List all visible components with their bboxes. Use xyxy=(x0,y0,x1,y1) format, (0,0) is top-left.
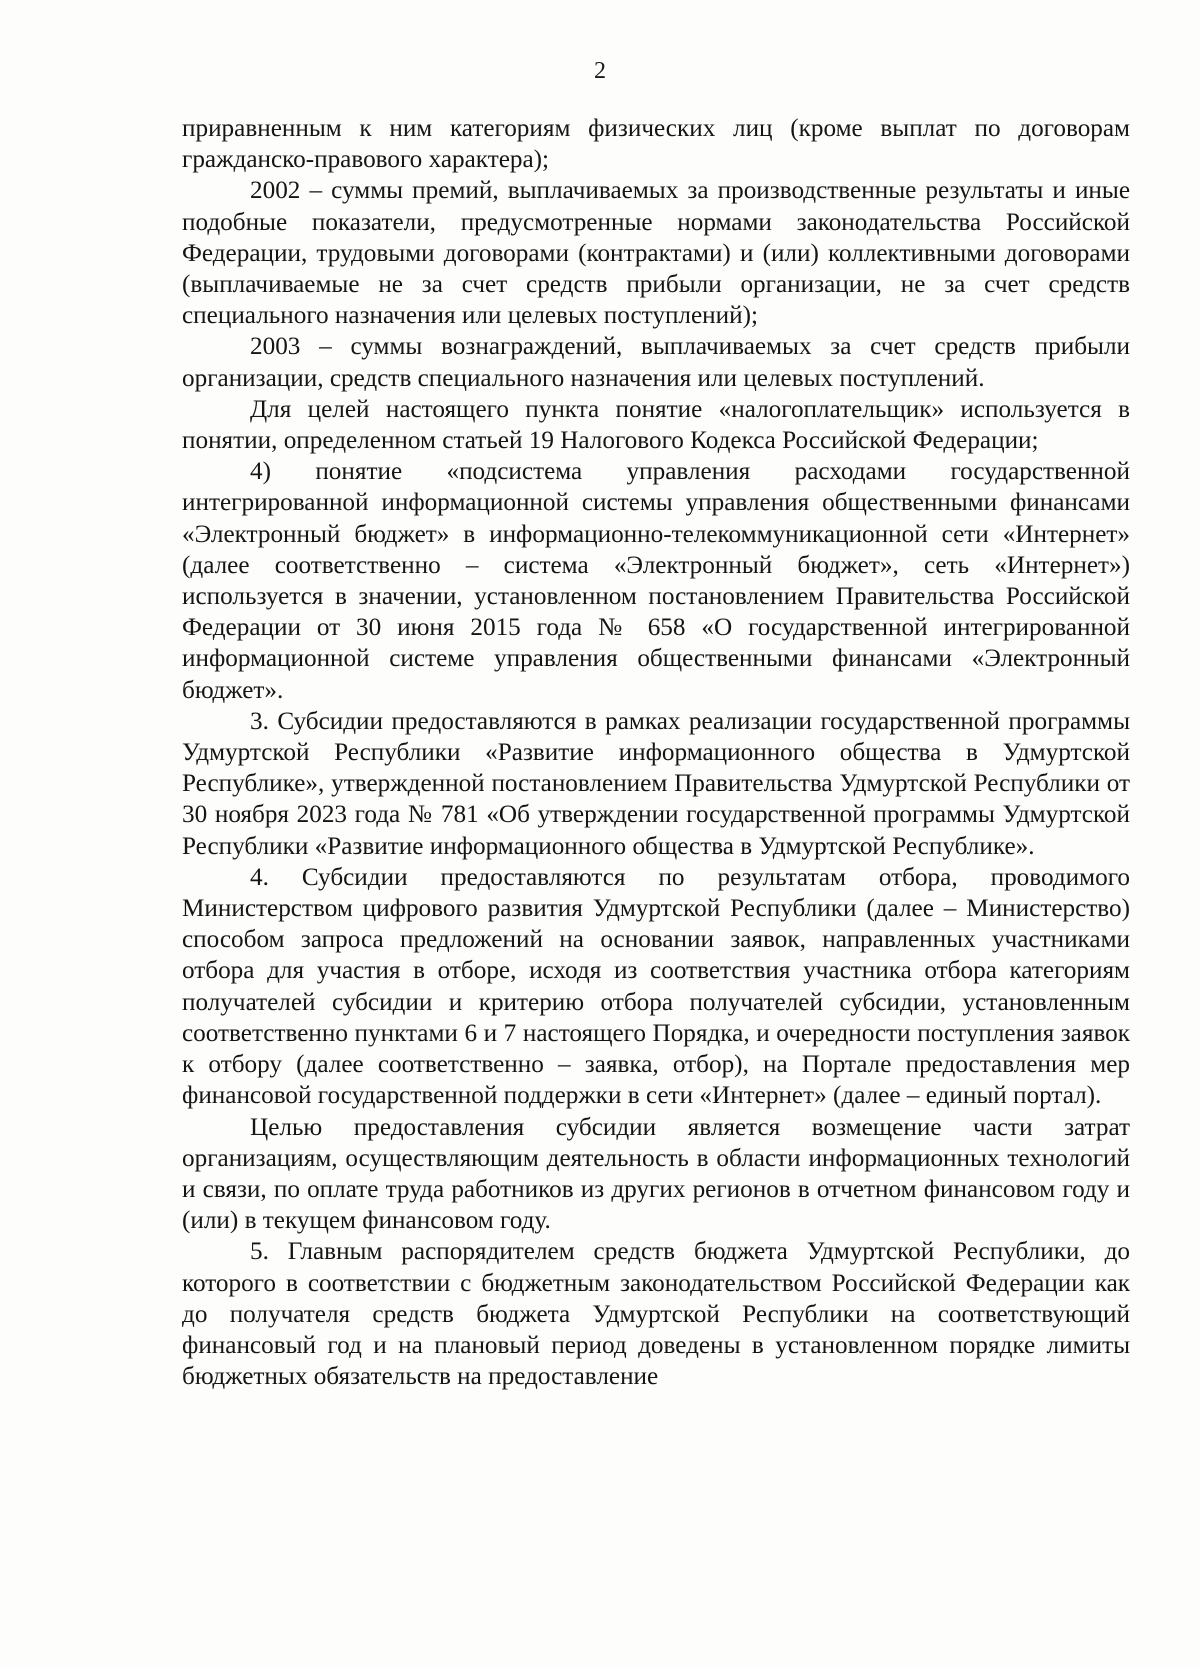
paragraph-taxpayer-definition: Для целей настоящего пункта понятие «налогоплательщик» используется в понятии, определенном статьей 19 Налогового Кодекса Российской Федерации; xyxy=(182,395,1130,455)
page-number: 2 xyxy=(594,58,606,84)
paragraph-subsidy-purpose: Целью предоставления субсидии является возмещение части затрат организациям, осуществляющим деятельность в области информационных технологий и связи, по оплате труда работников из других регионов в отчетном финансовом году и (или) в текущем финансовом году. xyxy=(182,1113,1130,1235)
paragraph-code-2003: 2003 – суммы вознаграждений, выплачиваемых за счет средств прибыли организации, средств специального назначения или целевых поступлений. xyxy=(182,333,1130,392)
paragraph-code-2002: 2002 – суммы премий, выплачиваемых за производственные результаты и иные подобные показатели, предусмотренные нормами законодательства Российской Федерации, трудовыми договорами (контрактами) и (или) коллективными договорами (выплачиваемые не за счет средств прибыли организации, не за счет средств специального назначения или целевых поступлений); xyxy=(182,177,1130,330)
paragraph-section-3: 3. Субсидии предоставляются в рамках реализации государственной программы Удмуртской Республики «Развитие информационного общества в Удмуртской Республике», утвержденной постановлением Правительства Удмуртской Республики от 30 ноября 2023 года № 781 «Об утверждении государственной программы Удмуртской Республики «Развитие информационного общества в Удмуртской Республике». xyxy=(182,707,1130,860)
paragraph-section-5: 5. Главным распорядителем средств бюджета Удмуртской Республики, до которого в соответствии с бюджетным законодательством Российской Федерации как до получателя средств бюджета Удмуртской Республики на соответствующий финансовый год и на плановый период доведены в установленном порядке лимиты бюджетных обязательств на предоставление xyxy=(182,1238,1130,1391)
document-body xyxy=(182,113,1130,1392)
paragraph-item-4-electronic-budget: 4) понятие «подсистема управления расходами государственной интегрированной информационной системы управления общественными финансами «Электронный бюджет» в информационно-телекоммуникационной сети «Интернет» (далее соответственно – система «Электронный бюджет», сеть «Интернет») используется в значении, установленном постановлением Правительства Российской Федерации от 30 июня 2015 года № 658 «О государственной интегрированной информационной системе управления общественными финансами «Электронный бюджет». xyxy=(182,458,1130,704)
paragraph-section-4: 4. Субсидии предоставляются по результатам отбора, проводимого Министерством цифрового развития Удмуртской Республики (далее – Министерство) способом запроса предложений на основании заявок, направленных участниками отбора для участия в отборе, исходя из соответствия участника отбора категориям получателей субсидии и критерию отбора получателей субсидии, установленным соответственно пунктами 6 и 7 настоящего Порядка, и очередности поступления заявок к отбору (далее соответственно – заявка, отбор), на Портале предоставления мер финансовой государственной поддержки в сети «Интернет» (далее – единый портал). xyxy=(182,863,1130,1110)
paragraph-continuation: приравненным к ним категориям физических лиц (кроме выплат по договорам гражданско-правового характера); xyxy=(182,115,1130,174)
